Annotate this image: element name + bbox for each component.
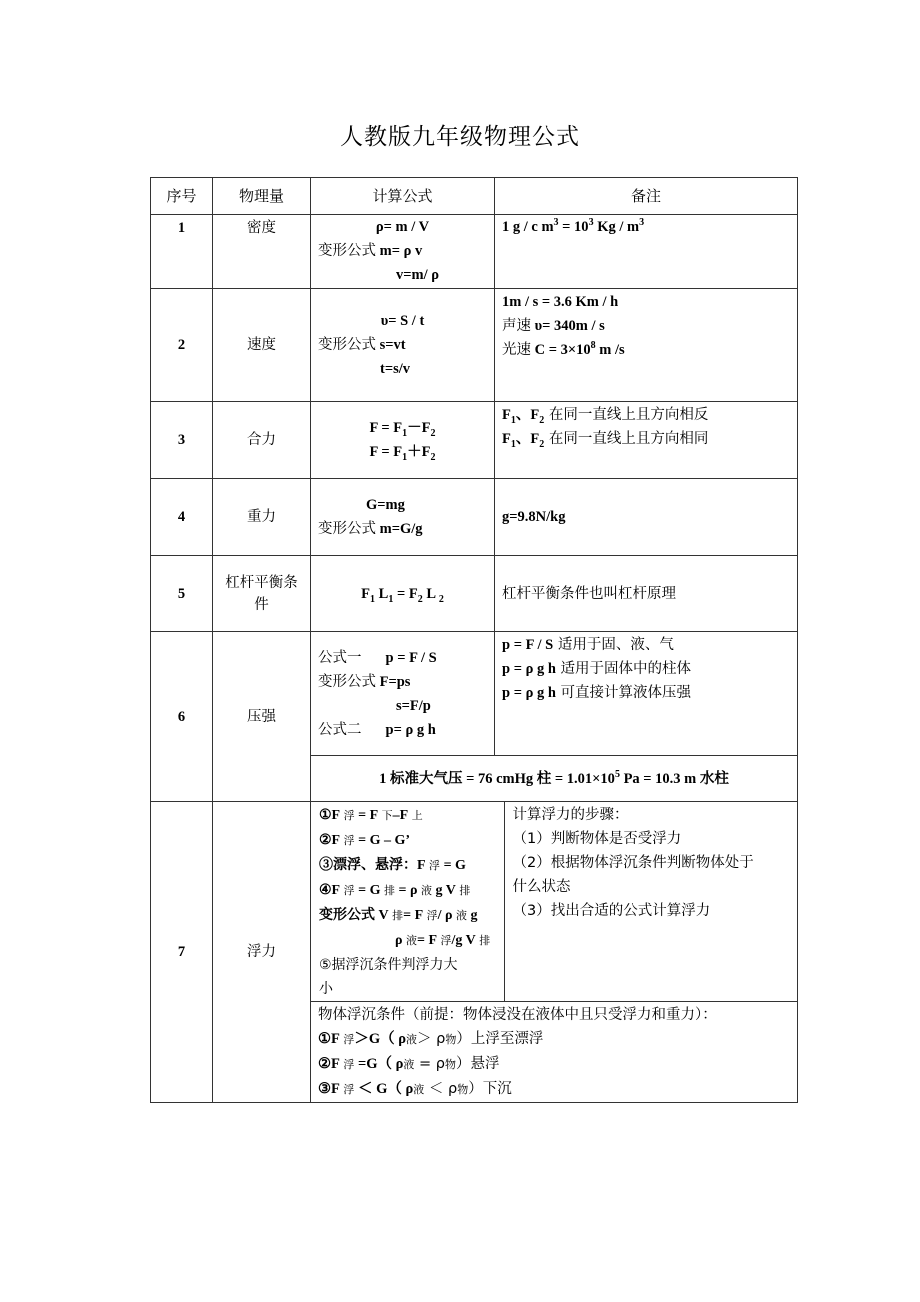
label: 公式一 [318,649,362,666]
subscript: 浮 [340,884,355,897]
row-quantity: 浮力 [213,802,311,1103]
row-index: 5 [151,556,213,632]
table-row [151,215,798,289]
note-text: 在同一直线上且方向相反 [544,407,709,423]
formula: =G（ ρ [354,1056,404,1072]
formula: ρ [395,933,403,948]
formula: m= ρ v [376,243,423,259]
subscript: 浮 [339,1058,355,1071]
subscript: 液 [406,1033,418,1046]
note-line [502,403,790,427]
formula-cell [311,402,495,479]
formula: p = F / S [502,637,554,653]
formula-line: ⑤据浮沉条件判浮力大 [319,957,458,973]
table-row [151,289,798,402]
exponent: 3 [588,217,594,229]
row-quantity: 密度 [213,215,311,289]
formula: F=ps [376,673,411,690]
note-line [502,338,790,362]
subscript: 2 [430,427,436,439]
formula: = F [393,585,418,602]
subscript: 2 [430,451,436,463]
formula-cell [311,479,495,556]
subscript: 浮 [340,809,355,822]
formula: p = ρ g h [502,661,556,677]
row-quantity: 杠杆平衡条件 [213,556,311,632]
subscript: 2 [539,438,545,450]
formula: = F [354,808,379,823]
subscript: 液 [417,884,432,897]
formula: L [422,585,439,602]
formula-line [319,928,500,953]
formula: m=G/g [376,521,423,537]
subscript: 液 [403,1058,415,1071]
formula-line [319,903,500,928]
formula-line: s=F/p [396,697,431,714]
label: 变形公式 [318,243,376,259]
row-index: 2 [151,289,213,402]
condition-title: 物体浮沉条件（前提：物体浸没在液体中且只受浮力和重力）： [318,1007,717,1023]
formula: F = F [369,420,403,436]
notes-cell [495,289,798,402]
note-text: = 10 [558,219,589,235]
formula: –F [392,808,409,823]
formula: Pa = 10.3 m 水柱 [619,770,729,787]
formula-line: 小 [319,981,333,997]
notes-cell: g=9.8N/kg [495,479,798,556]
subscript: 物 [457,1083,469,1096]
row-quantity: 合力 [213,402,311,479]
row-quantity: 压强 [213,632,311,802]
formula-line: υ= S / t [380,313,425,329]
subscript: 上 [408,809,423,822]
formula: F [502,431,511,447]
note-text: Kg / m [593,219,640,235]
formula: L [375,585,389,602]
formula: = G – G’ [354,833,411,848]
subscript: 浮 [425,859,441,872]
formula: 、F [515,431,540,447]
formula: = F [417,933,438,948]
subscript: 下 [378,809,393,822]
formula-line [319,853,500,878]
subscript: 液 [413,1083,425,1096]
subscript: 浮 [339,1083,355,1096]
formula: = F [403,908,424,923]
subscript: 2 [539,414,545,426]
formula: g V [431,883,456,898]
buoyancy-split-cell [311,802,798,1002]
formula-line [318,646,487,670]
label: 变形公式 [318,521,376,537]
subscript: 浮 [437,934,452,947]
note-text: ）上浮至漂浮 [456,1031,544,1047]
float-conditions-cell [311,1002,798,1103]
note-line [502,657,790,681]
atmosphere-cell [311,756,798,802]
table-row [151,479,798,556]
formula-cell [311,556,495,632]
note-line [502,314,790,338]
note-text: 适用于固体中的柱体 [555,661,692,677]
formula: = ρ [394,883,418,898]
formula: C = 3×10 [531,342,591,358]
formula-line [319,878,500,903]
page-title: 人教版九年级物理公式 [340,124,580,150]
formula: p= ρ g h [385,721,436,738]
formula-line [318,670,487,694]
subscript: 浮 [340,834,355,847]
formula: ①F [318,1031,340,1047]
table-row [151,632,798,756]
subscript: 1 [510,438,516,450]
subscript: 1 [510,414,516,426]
formula: = ρ [414,1056,445,1072]
header-notes: 备注 [495,178,798,215]
note-text: 1 g / c m [502,219,554,235]
formula-line [318,333,487,357]
note-line [502,633,790,657]
note-line: （2）根据物体浮沉条件判断物体处于 [512,855,754,871]
subscript: 排 [455,884,471,897]
subscript: 浮 [339,1033,355,1046]
label: 声速 [502,318,531,334]
formula-cell [311,215,495,289]
notes-cell [495,215,798,289]
formula: = G [354,883,381,898]
label: 公式二 [318,721,362,738]
row-index: 4 [151,479,213,556]
notes-cell [504,802,797,1001]
formula: m /s [595,342,625,358]
note-line: 计算浮力的步骤： [512,807,629,823]
subscript: 1 [402,427,408,439]
formula-line [319,803,500,828]
condition-line [318,1077,790,1102]
table-row [151,402,798,479]
formula: / ρ [437,908,453,923]
row-index: 6 [151,632,213,802]
formula: ③漂浮、悬浮：F [319,858,426,873]
subscript: 排 [388,909,404,922]
formula: ＜ ρ [424,1081,458,1097]
formula-line [319,828,500,853]
note-line: 什么状态 [512,879,571,895]
note-line [502,427,790,451]
formula-line [318,239,487,263]
note-text: 在同一直线上且方向相同 [544,431,709,447]
formula: 变形公式 V [319,908,389,923]
formula-line [318,517,487,541]
subscript: 物 [445,1058,456,1071]
formula: ②F [319,833,341,848]
condition-line [318,1027,790,1052]
subscript: 液 [452,909,468,922]
formula: 1 标准大气压 = 76 cmHg 柱 = 1.01×10 [379,770,615,787]
note-line [502,681,790,705]
exponent: 8 [590,340,596,352]
label: 光速 [502,342,531,358]
subscript: 2 [417,593,423,605]
formula: p = ρ g h [502,685,556,701]
formula: ②F [318,1056,340,1072]
formula: ①F [319,808,341,823]
subscript: 1 [370,593,376,605]
formula: g [467,908,478,923]
formula-line [318,440,487,464]
row-quantity: 重力 [213,479,311,556]
formula: ③F [318,1081,340,1097]
note-line: 1m / s = 3.6 Km / h [502,294,619,310]
subscript: 1 [388,593,394,605]
notes-cell: 杠杆平衡条件也叫杠杆原理 [495,556,798,632]
table-row [151,556,798,632]
formula: ＞ ρ [417,1031,446,1047]
formula-cell [311,289,495,402]
header-index: 序号 [151,178,213,215]
notes-cell [495,402,798,479]
subscript: 排 [475,934,491,947]
formula-line: ρ= m / V [375,219,430,235]
subscript: 排 [380,884,395,897]
subscript: 1 [402,451,408,463]
formula-line: G=mg [366,497,405,513]
formula: υ= 340m / s [531,318,605,334]
formula-cell [311,632,495,756]
exponent: 5 [614,768,620,780]
subscript: 2 [438,593,444,605]
formula: /g V [451,933,476,948]
table-row [151,802,798,1002]
note-text: ）下沉 [468,1081,512,1097]
formula: －F [407,420,431,436]
formula: 、F [515,407,540,423]
row-index: 1 [151,215,213,289]
formula-line: t=s/v [380,361,411,377]
notes-cell [495,632,798,756]
header-row [151,178,798,215]
formula-table [150,177,798,1103]
header-formula: 计算公式 [311,178,495,215]
note-line: （1）判断物体是否受浮力 [512,831,682,847]
label: 变形公式 [318,337,376,353]
subscript: 物 [445,1033,457,1046]
condition-line [318,1052,790,1077]
note-line: （3）找出合适的公式计算浮力 [512,903,711,919]
buoyancy-inner-row [311,802,797,1001]
row-index: 3 [151,402,213,479]
subscript: 浮 [423,909,438,922]
formula: s=vt [376,337,406,353]
exponent: 3 [639,217,645,229]
note-text: ）悬浮 [456,1056,500,1072]
subscript: 液 [402,934,417,947]
header-quantity: 物理量 [213,178,311,215]
formula: ④F [319,883,341,898]
formula-cell [311,802,504,1001]
formula: ＜ G（ ρ [354,1081,414,1097]
buoyancy-inner-table [311,802,797,1001]
formula: F = F [369,444,403,460]
formula-line: v=m/ ρ [396,267,440,283]
row-index: 7 [151,802,213,1103]
note-text: 可直接计算液体压强 [555,685,692,701]
formula: F [502,407,511,423]
formula: = G [440,858,466,873]
row-quantity: 速度 [213,289,311,402]
formula-line [318,718,487,742]
label: 变形公式 [318,673,376,690]
formula-line [318,416,487,440]
exponent: 3 [553,217,559,229]
formula: ＋F [407,444,431,460]
note-text: 适用于固、液、气 [553,637,674,653]
formula: F [361,585,371,602]
formula: ＞G（ ρ [354,1031,407,1047]
formula: p = F / S [385,649,437,666]
